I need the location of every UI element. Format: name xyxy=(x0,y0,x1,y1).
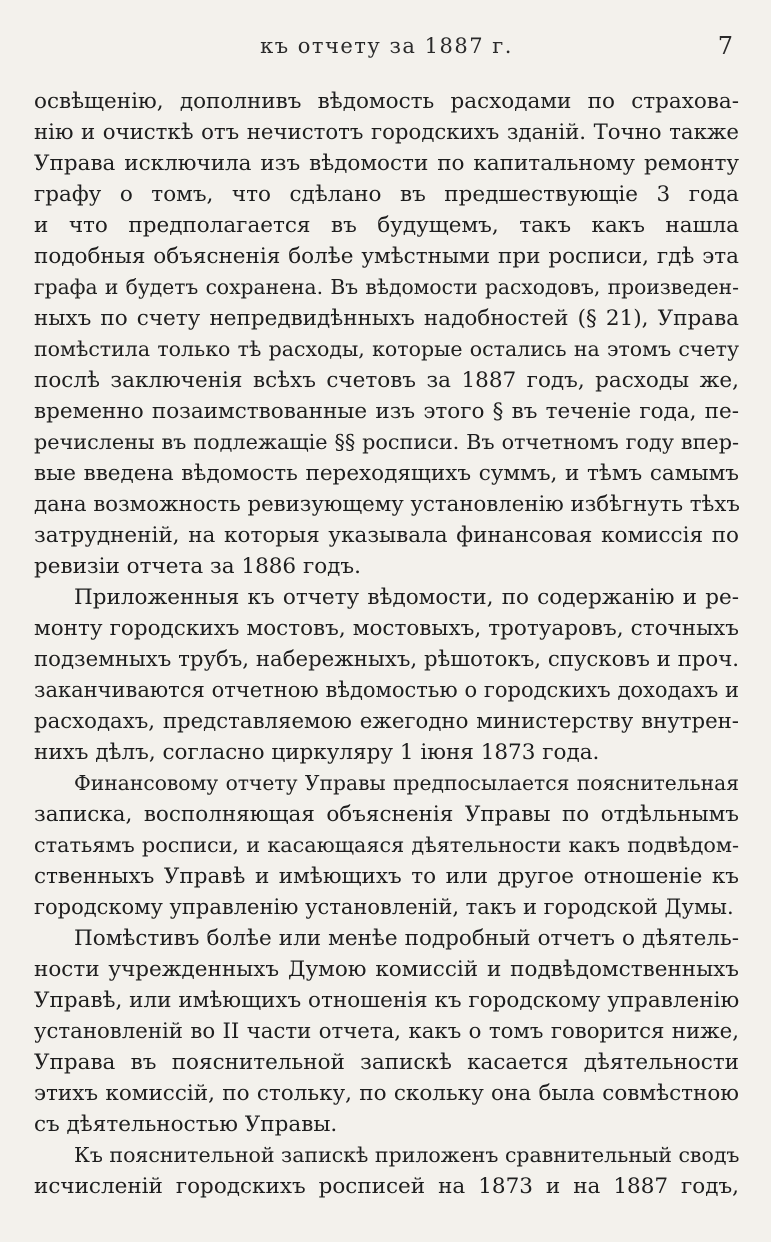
text-line: ревизіи отчета за 1886 годъ. xyxy=(34,554,361,579)
text-line: нію и очисткѣ отъ нечистотъ городскихъ зданій. Точно также xyxy=(34,120,739,145)
text-line: Къ пояснительной запискѣ приложенъ сравнительный сводъ xyxy=(74,1143,740,1167)
text-line: речислены въ подлежащіе §§ росписи. Въ отчетномъ году впер- xyxy=(34,430,739,454)
text-line: съ дѣятельностью Управы. xyxy=(34,1112,338,1137)
text-line: ныхъ по счету непредвидѣнныхъ надобностей (§ 21), Управа xyxy=(34,306,739,331)
page-number: 7 xyxy=(717,32,733,60)
text-line: нихъ дѣлъ, согласно циркуляру 1 іюня 1873 года. xyxy=(34,740,600,765)
text-line: Управа исключила изъ вѣдомости по капитальному ремонту xyxy=(34,151,739,176)
text-line: установленій во II части отчета, какъ о томъ говорится ниже, xyxy=(34,1019,739,1044)
text-line: подобныя объясненія болѣе умѣстными при росписи, гдѣ эта xyxy=(34,244,739,269)
text-line: этихъ комиссій, по стольку, по скольку она была совмѣстною xyxy=(34,1081,739,1106)
paragraph xyxy=(34,768,739,923)
paragraph xyxy=(34,86,739,582)
text-line: временно позаимствованные изъ этого § въ теченіе года, пе- xyxy=(34,399,739,424)
paragraph xyxy=(34,582,739,768)
text-line: расходахъ, представляемою ежегодно министерству внутрен- xyxy=(34,709,739,734)
text-line: Управѣ, или имѣющихъ отношенія къ городскому управленію xyxy=(34,988,740,1013)
paragraph xyxy=(34,1140,739,1202)
text-line: заканчиваются отчетною вѣдомостью о городскихъ доходахъ и xyxy=(34,678,739,702)
text-line: графу о томъ, что сдѣлано въ предшествующіе 3 года xyxy=(34,182,739,207)
text-line: Финансовому отчету Управы предпосылается пояснительная xyxy=(74,771,739,795)
text-line: помѣстила только тѣ расходы, которые остались на этомъ счету xyxy=(34,337,739,361)
text-line: освѣщенію, дополнивъ вѣдомость расходами по страхова- xyxy=(34,89,739,114)
text-line: записка, восполняющая объясненія Управы по отдѣльнымъ xyxy=(34,802,739,827)
text-line: Приложенныя къ отчету вѣдомости, по содержанію и ре- xyxy=(74,585,739,610)
page-header xyxy=(34,32,739,66)
text-line: Управа въ пояснительной запискѣ касается дѣятельности xyxy=(34,1050,739,1075)
text-line: и что предполагается въ будущемъ, такъ какъ нашла xyxy=(34,213,739,238)
text-line: ственныхъ Управѣ и имѣющихъ то или другое отношеніе къ xyxy=(34,864,739,889)
text-line: монту городскихъ мостовъ, мостовыхъ, тротуаровъ, сточныхъ xyxy=(34,616,739,641)
text-line: графа и будетъ сохранена. Въ вѣдомости расходовъ, произведен- xyxy=(34,275,739,299)
text-line: вые введена вѣдомость переходящихъ суммъ, и тѣмъ самымъ xyxy=(34,461,739,486)
text-line: дана возможность ревизующему установленію избѣгнуть тѣхъ xyxy=(34,492,740,517)
text-line: подземныхъ трубъ, набережныхъ, рѣшотокъ, спусковъ и проч. xyxy=(34,647,739,672)
paragraph xyxy=(34,923,739,1140)
text-line: ности учрежденныхъ Думою комиссій и подвѣдомственныхъ xyxy=(34,957,739,982)
text-line: городскому управленію установленій, такъ и городской Думы. xyxy=(34,895,734,919)
body-text xyxy=(34,86,739,1202)
running-head: къ отчету за 1887 г. xyxy=(260,34,513,58)
text-line: Помѣстивъ болѣе или менѣе подробный отчетъ о дѣятель- xyxy=(74,926,739,951)
text-line: статьямъ росписи, и касающаяся дѣятельности какъ подвѣдом- xyxy=(34,833,739,857)
text-line: исчисленій городскихъ росписей на 1873 и на 1887 годъ, xyxy=(34,1174,739,1199)
text-line: затрудненій, на которыя указывала финансовая комиссія по xyxy=(34,523,739,548)
text-line: послѣ заключенія всѣхъ счетовъ за 1887 годъ, расходы же, xyxy=(34,368,739,393)
